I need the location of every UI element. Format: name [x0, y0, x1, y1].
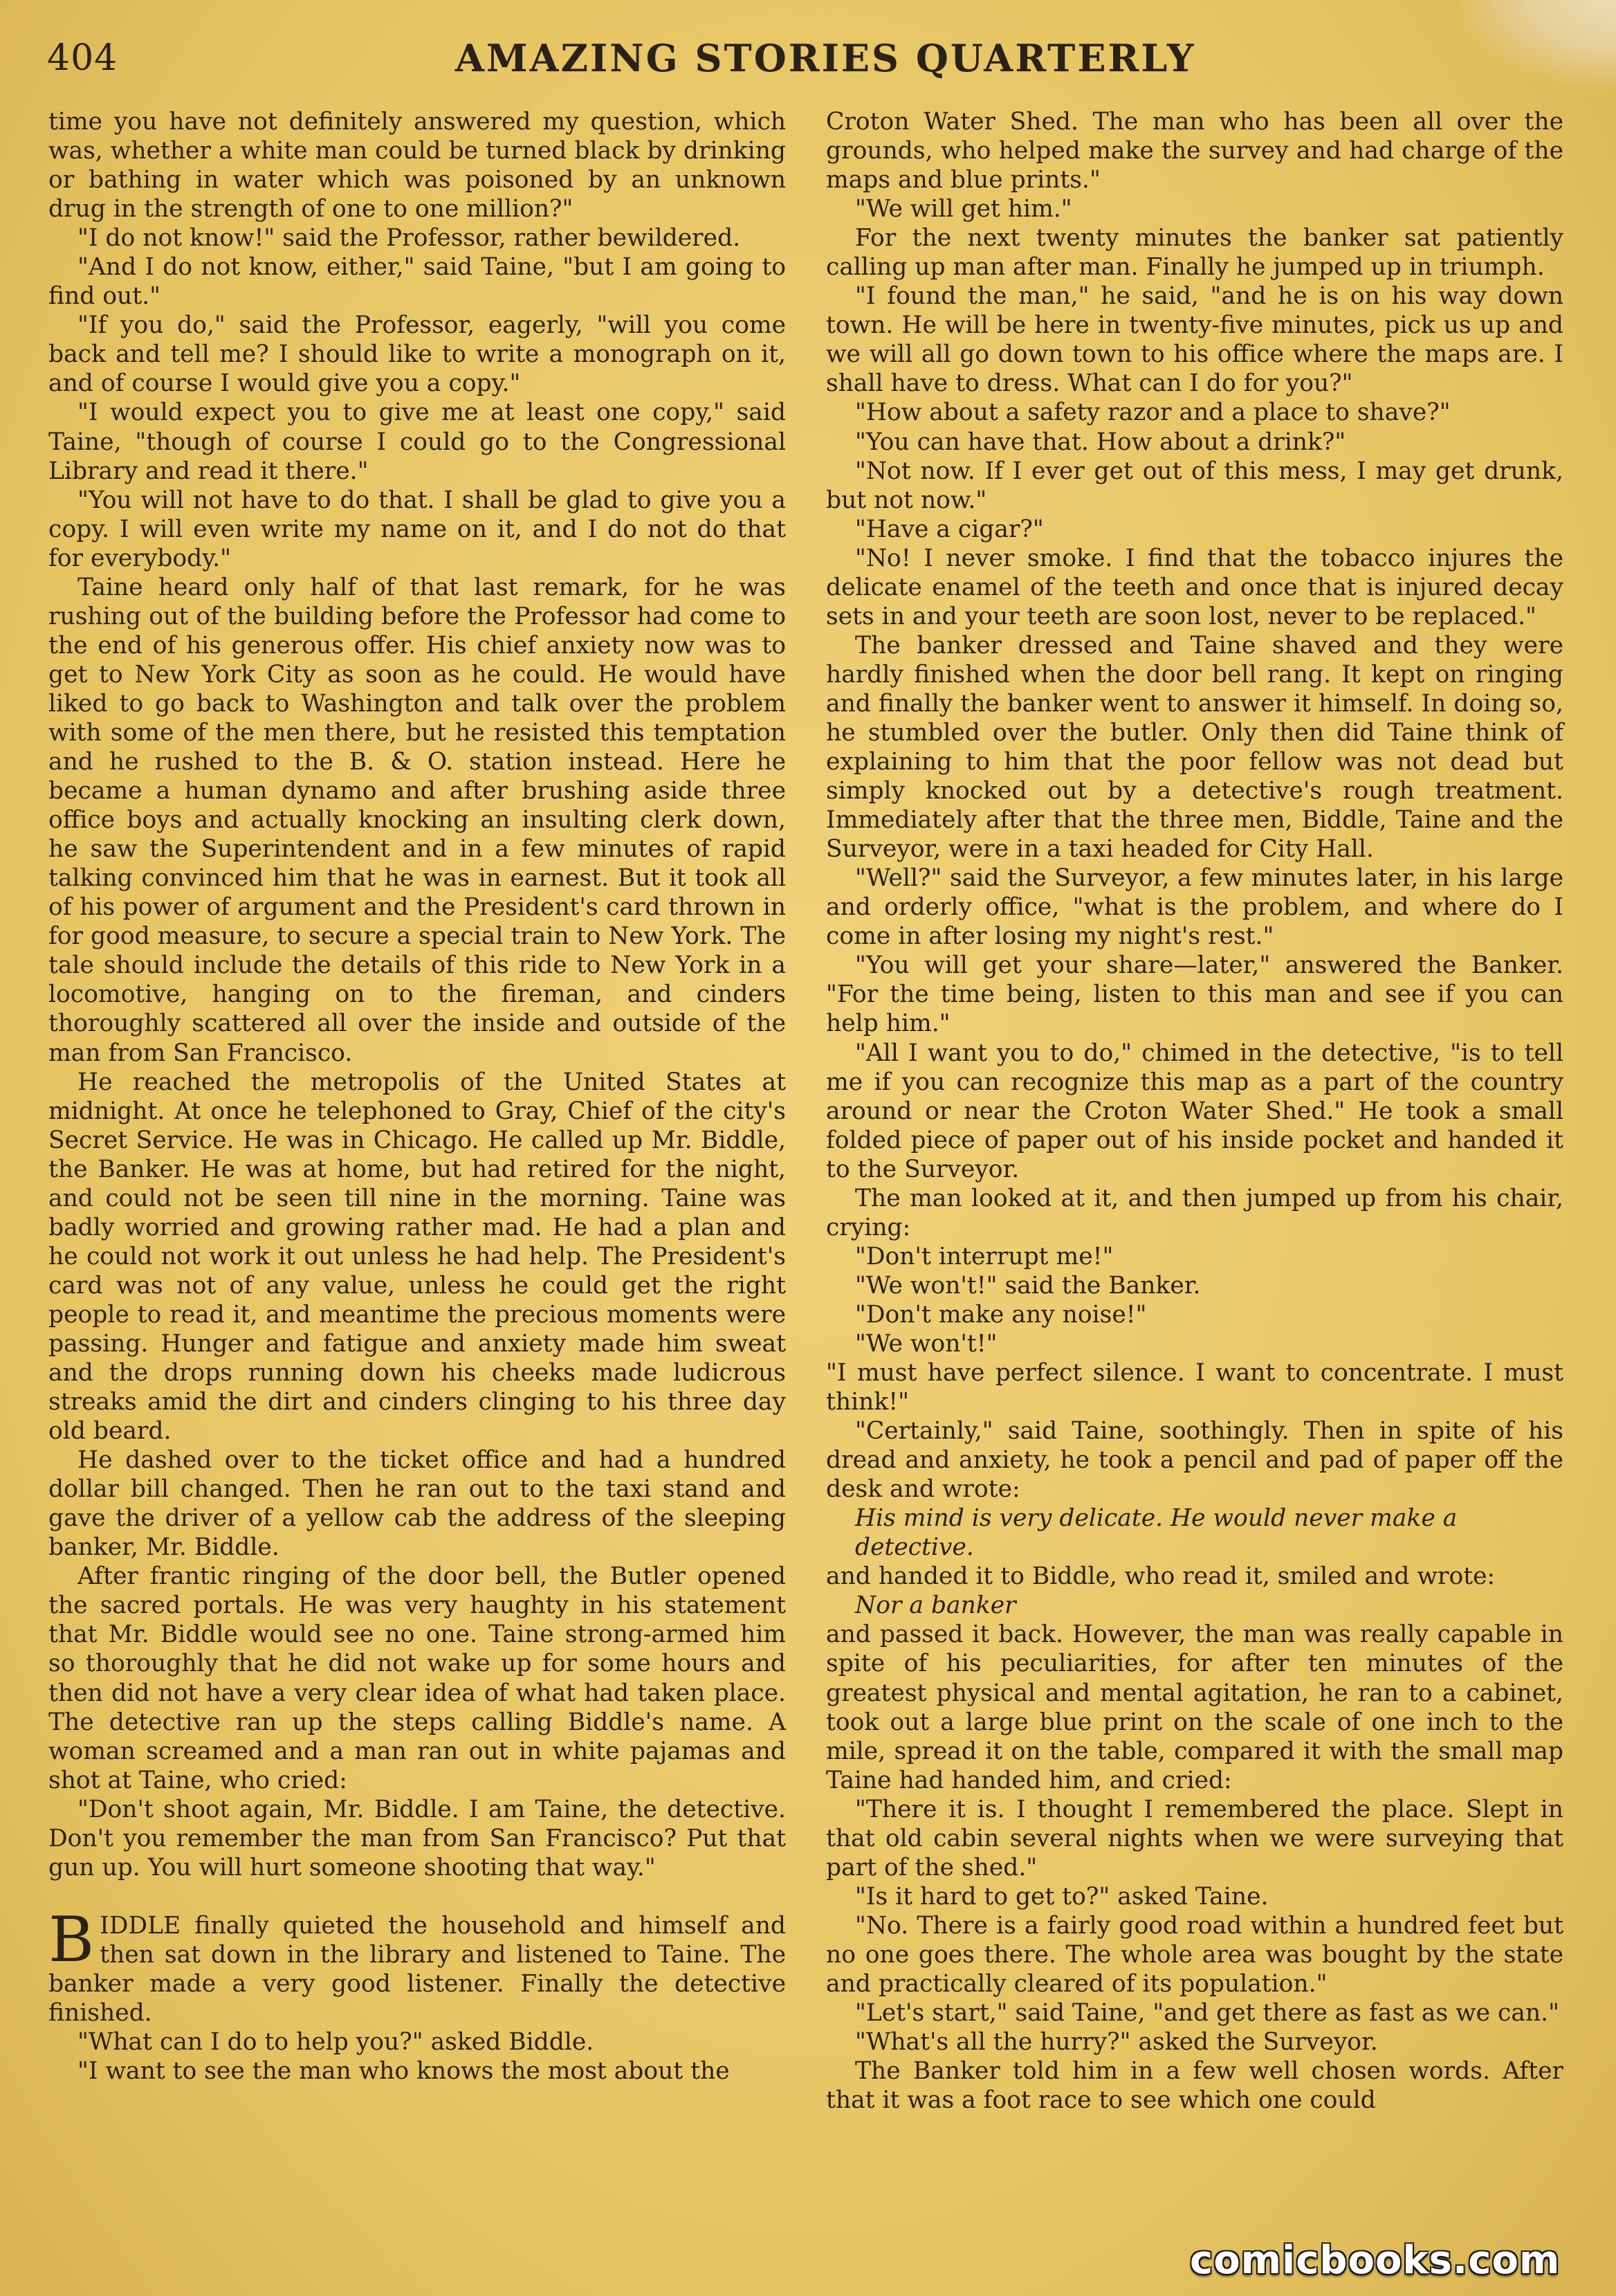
paragraph: After frantic ringing of the door bell, the Butler opened the sacred portals. He was very haughty in his statement that Mr. Biddle would see no one. Taine strong-armed him so thoroughly that he did not wake up for some hours and then did not have a very clear idea of what had taken place. The detective ran up the steps calling Biddle's name. A woman screamed and a man ran out in white pajamas and shot at Taine, who cried: [48, 1562, 786, 1794]
paragraph: "What can I do to help you?" asked Biddle. [77, 2028, 594, 2057]
left-column [48, 107, 786, 2086]
paragraph: "Have a cigar?" [855, 515, 1044, 543]
paragraph: "No. There is a fairly good road within a hundred feet but no one goes there. The whole area was bought by the state and practically cleared of its population." [826, 1911, 1563, 1998]
paragraph: "You can have that. How about a drink?" [855, 428, 1346, 456]
paragraph: "You will not have to do that. I shall be glad to give you a copy. I will even write my name on it, and I do not do that for everybody." [48, 486, 786, 572]
paragraph: "I do not know!" said the Professor, rather bewildered. [77, 224, 741, 253]
paragraph: "If you do," said the Professor, eagerly, "will you come back and tell me? I should like to write a monograph on it, and of course I would give you a copy." [48, 311, 786, 398]
paragraph: For the next twenty minutes the banker sat patiently calling up man after man. Finally he jumped up in triumph. [826, 224, 1563, 282]
paragraph: "All I want you to do," chimed in the detective, "is to tell me if you can recognize this map as a part of the country around or near the Croton Water Shed." He took a small folded piece of paper out of his inside pocket and handed it to the Surveyor. [826, 1039, 1563, 1183]
page-number: 404 [47, 37, 118, 79]
watermark-logo: comicbooks.com [1190, 2238, 1561, 2283]
paragraph: "Is it hard to get to?" asked Taine. [855, 1882, 1269, 1911]
paragraph: "There it is. I thought I remembered the place. Slept in that old cabin several nights when we were surveying that part of the shed." [826, 1795, 1563, 1882]
paragraph: and passed it back. However, the man was really capable in spite of his peculiarities, for after ten minutes of the greatest physical and mental agitation, he ran to a cabinet, took out a large blue print on the scale of one inch to the mile, spread it on the table, compared it with the small map Taine had handed him, and cried: [826, 1621, 1563, 1794]
written-note-2: Nor a banker [855, 1592, 1016, 1620]
paragraph: time you have not definitely answered my question, which was, whether a white man could be turned black by drinking or bathing in water which was poisoned by an unknown drug in the strength of one to one million?" [48, 108, 786, 224]
paragraph: "We won't!" said the Banker. [855, 1271, 1201, 1300]
paragraph: The man looked at it, and then jumped up from his chair, crying: [826, 1184, 1563, 1241]
paragraph: "What's all the hurry?" asked the Surveyor. [855, 2028, 1378, 2057]
paragraph: "Well?" said the Surveyor, a few minutes later, in his large and orderly office, "what is the problem, and where do I come in after losing my night's rest." [826, 864, 1563, 951]
paragraph: Croton Water Shed. The man who has been all over the grounds, who helped make the survey and had charge of the maps and blue prints." [826, 108, 1563, 194]
paragraph: "I would expect you to give me at least one copy," said Taine, "though of course I could go to the Congressional Library and read it there." [48, 399, 786, 485]
paragraph: "I found the man," he said, "and he is on his way down town. He will be here in twenty-five minutes, pick us up and we will all go down town to his office where the maps are. I shall have to dress. What can I do for you?" [826, 282, 1563, 398]
section-paragraph [48, 1903, 786, 2028]
paragraph: "We will get him." [855, 195, 1072, 224]
paragraph: "Don't interrupt me!" [855, 1242, 1114, 1270]
paragraph: The Banker told him in a few well chosen words. After that it was a foot race to see which one could [826, 2057, 1563, 2115]
paragraph: "Not now. If I ever get out of this mess, I may get drunk, but not now." [826, 457, 1563, 514]
section-text: IDDLE finally quieted the household and himself and then sat down in the library and listened to Taine. The banker made a very good listener. Finally the detective finished. [48, 1911, 786, 2027]
paragraph: Taine heard only half of that last remark, for he was rushing out of the building before the Professor had come to the end of his generous offer. His chief anxiety now was to get to New York City as soon as he could. He would have liked to go back to Washington and talk over the problem with some of the men there, but he resisted this temptation and he rushed to the B. & O. station instead. Here he became a human dynamo and after brushing aside three office boys and actually knocking an insulting clerk down, he saw the Superintendent and in a few minutes of rapid talking convinced him that he was in earnest. But it took all of his power of argument and the President's card thrown in for good measure, to secure a special train to New York. The tale should include the details of this ride to New York in a locomotive, hanging on to the fireman, and cinders thoroughly scattered all over the inside and outside of the man from San Francisco. [48, 573, 786, 1067]
paragraph: "I want to see the man who knows the most about the [77, 2057, 730, 2086]
right-column [826, 107, 1563, 2115]
paragraph: He reached the metropolis of the United States at midnight. At once he telephoned to Gray, Chief of the city's Secret Service. He was in Chicago. He called up Mr. Biddle, the Banker. He was at home, but had retired for the night, and could not be seen till nine in the morning. Taine was badly worried and growing rather mad. He had a plan and he could not work it out unless he had help. The President's card was not of any value, unless he could get the right people to read it, and meantime the precious moments were passing. Hunger and fatigue and anxiety made him sweat and the drops running down his cheeks made ludicrous streaks amid the dirt and cinders clinging to his three day old beard. [48, 1068, 786, 1446]
paragraph: "Certainly," said Taine, soothingly. Then in spite of his dread and anxiety, he took a pencil and pad of paper off the desk and wrote: [826, 1417, 1563, 1504]
written-note-1: His mind is very delicate. He would never make a detective. [855, 1504, 1458, 1562]
paragraph: He dashed over to the ticket office and had a hundred dollar bill changed. Then he ran out to the taxi stand and gave the driver of a yellow cab the address of the sleeping banker, Mr. Biddle. [48, 1446, 786, 1562]
paragraph: "Don't shoot again, Mr. Biddle. I am Taine, the detective. Don't you remember the man from San Francisco? Put that gun up. You will hurt someone shooting that way." [48, 1795, 786, 1882]
paragraph: "How about a safety razor and a place to shave?" [855, 399, 1451, 427]
drop-cap: B [48, 1903, 95, 1976]
paragraph: and handed it to Biddle, who read it, smiled and wrote: [826, 1562, 1496, 1591]
paragraph: "And I do not know, either," said Taine, "but I am going to find out." [48, 253, 786, 311]
paragraph: "No! I never smoke. I find that the tobacco injures the delicate enamel of the teeth and once that is injured decay sets in and your teeth are soon lost, never to be replaced." [826, 544, 1563, 630]
paragraph: "Let's start," said Taine, "and get there as fast as we can." [855, 1999, 1560, 2028]
paragraph: "I must have perfect silence. I want to concentrate. I must think!" [826, 1359, 1563, 1416]
running-title: AMAZING STORIES QUARTERLY [455, 36, 1196, 80]
paragraph: "You will get your share—later," answered the Banker. "For the time being, listen to this man and see if you can help him." [826, 951, 1563, 1038]
page-header [47, 30, 1569, 86]
paragraph: "Don't make any noise!" [855, 1300, 1147, 1329]
paragraph: "We won't!" [855, 1329, 998, 1358]
paragraph: The banker dressed and Taine shaved and they were hardly finished when the door bell rang. It kept on ringing and finally the banker went to answer it himself. In doing so, he stumbled over the butler. Only then did Taine think of explaining to him that the poor fellow was not dead but simply knocked out by a detective's rough treatment. Immediately after that the three men, Biddle, Taine and the Surveyor, were in a taxi headed for City Hall. [826, 631, 1563, 864]
